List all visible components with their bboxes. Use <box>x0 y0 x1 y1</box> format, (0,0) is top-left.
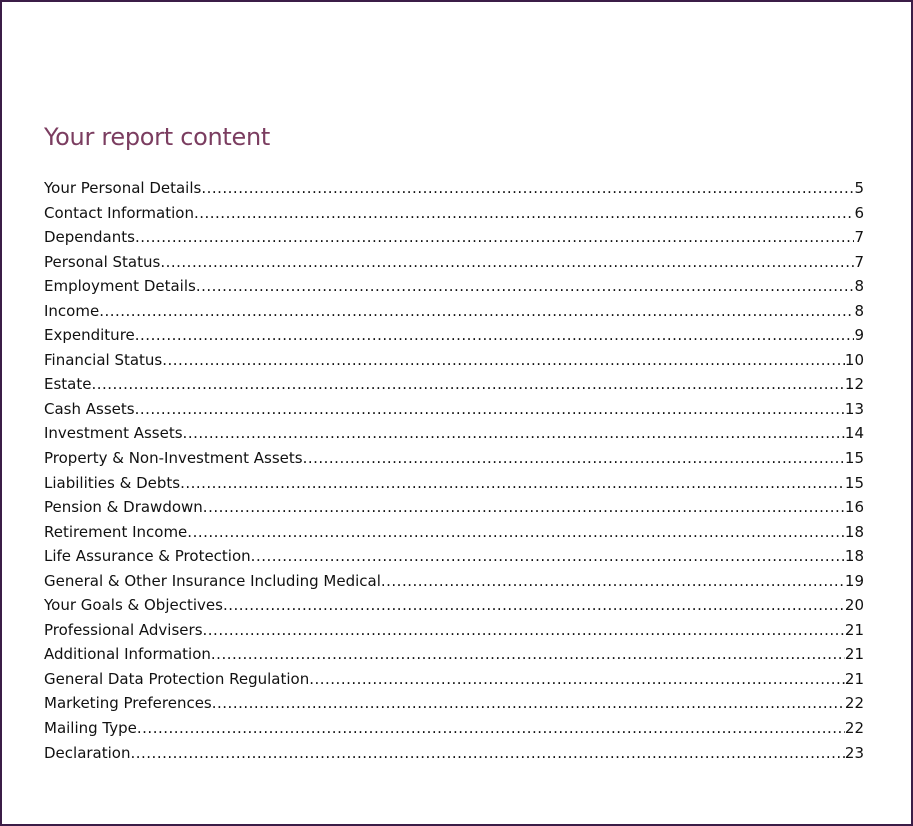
dot-leader <box>303 446 845 471</box>
toc-entry-page: 22 <box>844 694 864 713</box>
toc-entry[interactable] <box>44 667 864 692</box>
toc-entry-label: Expenditure <box>44 326 135 345</box>
toc-entry-label: Estate <box>44 375 92 394</box>
dot-leader <box>160 250 854 275</box>
toc-entry[interactable] <box>44 250 864 275</box>
dot-leader <box>203 618 845 643</box>
toc-entry-page: 10 <box>844 350 864 369</box>
toc-entry-label: Contact Information <box>44 203 194 222</box>
dot-leader <box>223 593 845 618</box>
toc-entry-label: Retirement Income <box>44 522 188 541</box>
toc-entry-page: 20 <box>844 596 864 615</box>
toc-entry-page: 13 <box>844 399 864 418</box>
toc-entry-label: Mailing Type <box>44 719 137 738</box>
toc-entry[interactable] <box>44 299 864 324</box>
dot-leader <box>135 323 855 348</box>
toc-entry[interactable] <box>44 397 864 422</box>
toc-entry-label: General Data Protection Regulation <box>44 669 310 688</box>
toc-entry[interactable] <box>44 421 864 446</box>
toc-entry-label: Your Personal Details <box>44 179 202 197</box>
toc-entry-label: Declaration <box>44 743 131 762</box>
toc-entry-page: 21 <box>844 645 864 664</box>
dot-leader <box>196 274 855 299</box>
toc-entry-page: 18 <box>844 547 864 566</box>
page-title: Your report content <box>44 123 270 151</box>
dot-leader <box>212 691 845 716</box>
toc-entry[interactable] <box>44 323 864 348</box>
toc-entry-page: 7 <box>854 252 864 271</box>
dot-leader <box>203 495 845 520</box>
toc-entry-label: Cash Assets <box>44 399 135 418</box>
toc-entry-page: 18 <box>844 522 864 541</box>
dot-leader <box>381 569 845 594</box>
toc-entry[interactable] <box>44 176 864 201</box>
toc-entry[interactable] <box>44 471 864 496</box>
toc-entry-page: 15 <box>844 473 864 492</box>
toc-entry-label: Property & Non-Investment Assets <box>44 449 303 468</box>
toc-entry-page: 15 <box>844 449 864 468</box>
toc-entry-page: 8 <box>854 301 864 320</box>
toc-entry-page: 5 <box>854 179 864 197</box>
dot-leader <box>194 201 854 226</box>
toc-entry-page: 7 <box>854 228 864 247</box>
toc-entry-label: Additional Information <box>44 645 211 664</box>
dot-leader <box>183 421 845 446</box>
toc-entry-label: Dependants <box>44 228 135 247</box>
toc-entry-page: 19 <box>844 571 864 590</box>
toc-entry-page: 22 <box>844 719 864 738</box>
dot-leader <box>135 397 845 422</box>
dot-leader <box>91 372 844 397</box>
table-of-contents <box>44 176 864 765</box>
toc-entry[interactable] <box>44 569 864 594</box>
toc-entry[interactable] <box>44 544 864 569</box>
toc-entry-page: 21 <box>844 669 864 688</box>
toc-entry[interactable] <box>44 618 864 643</box>
toc-entry[interactable] <box>44 348 864 373</box>
dot-leader <box>99 299 854 324</box>
toc-entry-label: Income <box>44 301 100 320</box>
toc-entry-label: Marketing Preferences <box>44 694 212 713</box>
toc-entry-label: Pension & Drawdown <box>44 498 203 517</box>
toc-entry-page: 12 <box>844 375 864 394</box>
toc-entry-page: 14 <box>844 424 864 443</box>
dot-leader <box>180 471 845 496</box>
toc-entry-label: General & Other Insurance Including Medical <box>44 571 381 590</box>
toc-entry-page: 8 <box>854 277 864 296</box>
dot-leader <box>309 667 845 692</box>
toc-entry-label: Personal Status <box>44 252 161 271</box>
toc-entry[interactable] <box>44 691 864 716</box>
toc-entry[interactable] <box>44 593 864 618</box>
dot-leader <box>251 544 845 569</box>
toc-entry-label: Professional Advisers <box>44 620 203 639</box>
dot-leader <box>211 642 845 667</box>
toc-entry-label: Financial Status <box>44 350 163 369</box>
toc-entry-page: 23 <box>844 743 864 762</box>
toc-entry[interactable] <box>44 274 864 299</box>
toc-entry-page: 21 <box>844 620 864 639</box>
dot-leader <box>187 520 845 545</box>
dot-leader <box>130 741 844 766</box>
toc-entry[interactable] <box>44 495 864 520</box>
toc-entry-label: Life Assurance & Protection <box>44 547 251 566</box>
toc-entry-page: 16 <box>844 498 864 517</box>
toc-entry-label: Investment Assets <box>44 424 183 443</box>
toc-entry-label: Employment Details <box>44 277 196 296</box>
dot-leader <box>137 716 845 741</box>
toc-entry[interactable] <box>44 741 864 766</box>
toc-entry[interactable] <box>44 446 864 471</box>
dot-leader <box>162 348 845 373</box>
toc-entry-label: Liabilities & Debts <box>44 473 181 492</box>
toc-entry[interactable] <box>44 372 864 397</box>
toc-entry[interactable] <box>44 201 864 226</box>
toc-entry[interactable] <box>44 716 864 741</box>
toc-entry-page: 9 <box>854 326 864 345</box>
dot-leader <box>201 176 854 201</box>
toc-entry-label: Your Goals & Objectives <box>44 596 223 615</box>
toc-entry[interactable] <box>44 642 864 667</box>
toc-entry-page: 6 <box>854 203 864 222</box>
toc-entry[interactable] <box>44 225 864 250</box>
toc-entry[interactable] <box>44 520 864 545</box>
dot-leader <box>135 225 855 250</box>
